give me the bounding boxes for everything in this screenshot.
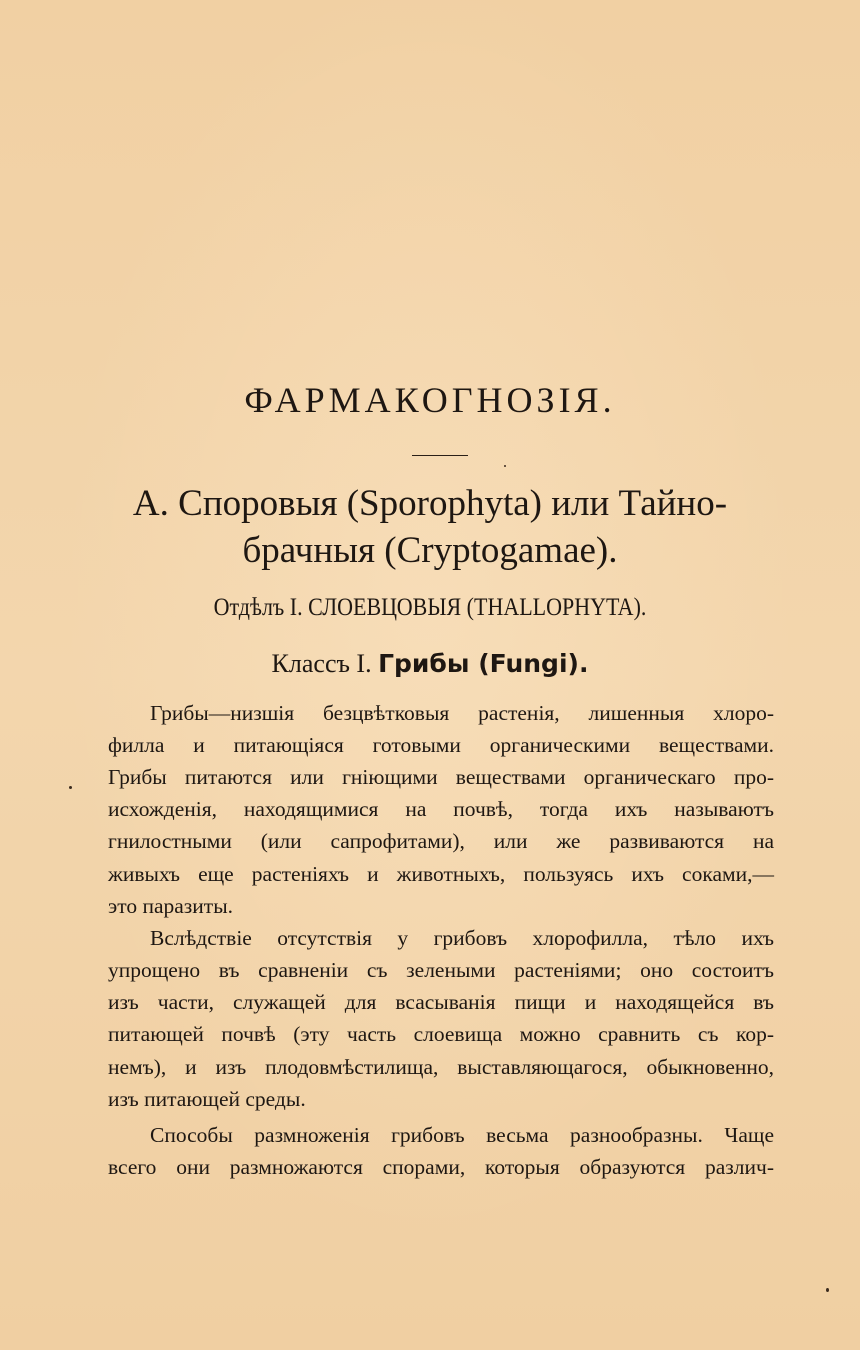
- section-title: [100, 480, 760, 574]
- paragraph-line: Грибы—низшія безцвѣтковыя растенія, лишенныя хлоро-: [150, 701, 774, 725]
- paragraph-line: это паразиты.: [108, 894, 234, 918]
- paragraph-line: гнилостными (или сапрофитами), или же развиваются на: [108, 829, 774, 853]
- class-heading-bold-text: Грибы (Fungi).: [378, 649, 589, 678]
- paragraph-line: живыхъ еще растеніяхъ и животныхъ, пользуясь ихъ соками,—: [108, 862, 774, 886]
- print-speck: [826, 1288, 829, 1292]
- class-heading-prefix: Классъ I.: [271, 649, 372, 678]
- print-speck: [69, 786, 72, 789]
- class-heading: [0, 646, 860, 682]
- paragraph-line: Грибы питаются или гніющими веществами органическаго про-: [108, 765, 774, 789]
- paragraph-line: всего они размножаются спорами, которыя образуются различ-: [108, 1155, 774, 1179]
- department-heading: Отдѣлъ I. СЛОЕВЦОВЫЯ (THALLOPHYTA).: [213, 594, 647, 621]
- paragraph-line: питающей почвѣ (эту часть слоевища можно сравнить съ кор-: [108, 1022, 774, 1046]
- paragraph-line: изъ части, служащей для всасыванія пищи и находящейся въ: [108, 990, 774, 1014]
- section-title-line-1: А. Споровыя (Sporophyta) или Тайно-: [132, 483, 728, 524]
- paragraph-line: Вслѣдствіе отсутствія у грибовъ хлорофилла, тѣло ихъ: [150, 926, 774, 950]
- paragraph-line: изъ питающей среды.: [108, 1087, 306, 1111]
- paragraph-line: Способы размноженія грибовъ весьма разнообразны. Чаще: [150, 1123, 774, 1147]
- title-divider: [412, 455, 468, 456]
- print-speck: [504, 465, 506, 467]
- paragraph-line: филла и питающіяся готовыми органическими веществами.: [108, 733, 774, 757]
- paragraph-line: упрощено въ сравненіи съ зелеными растеніями; оно состоитъ: [108, 958, 774, 982]
- paragraph-line: немъ), и изъ плодовмѣстилища, выставляющагося, обыкновенно,: [108, 1055, 774, 1079]
- section-title-line-2: брачныя (Cryptogamae).: [242, 530, 618, 571]
- paragraph-line: исхожденія, находящимися на почвѣ, тогда ихъ называютъ: [108, 797, 774, 821]
- page-title: ФАРМАКОГНОЗІЯ.: [244, 380, 616, 420]
